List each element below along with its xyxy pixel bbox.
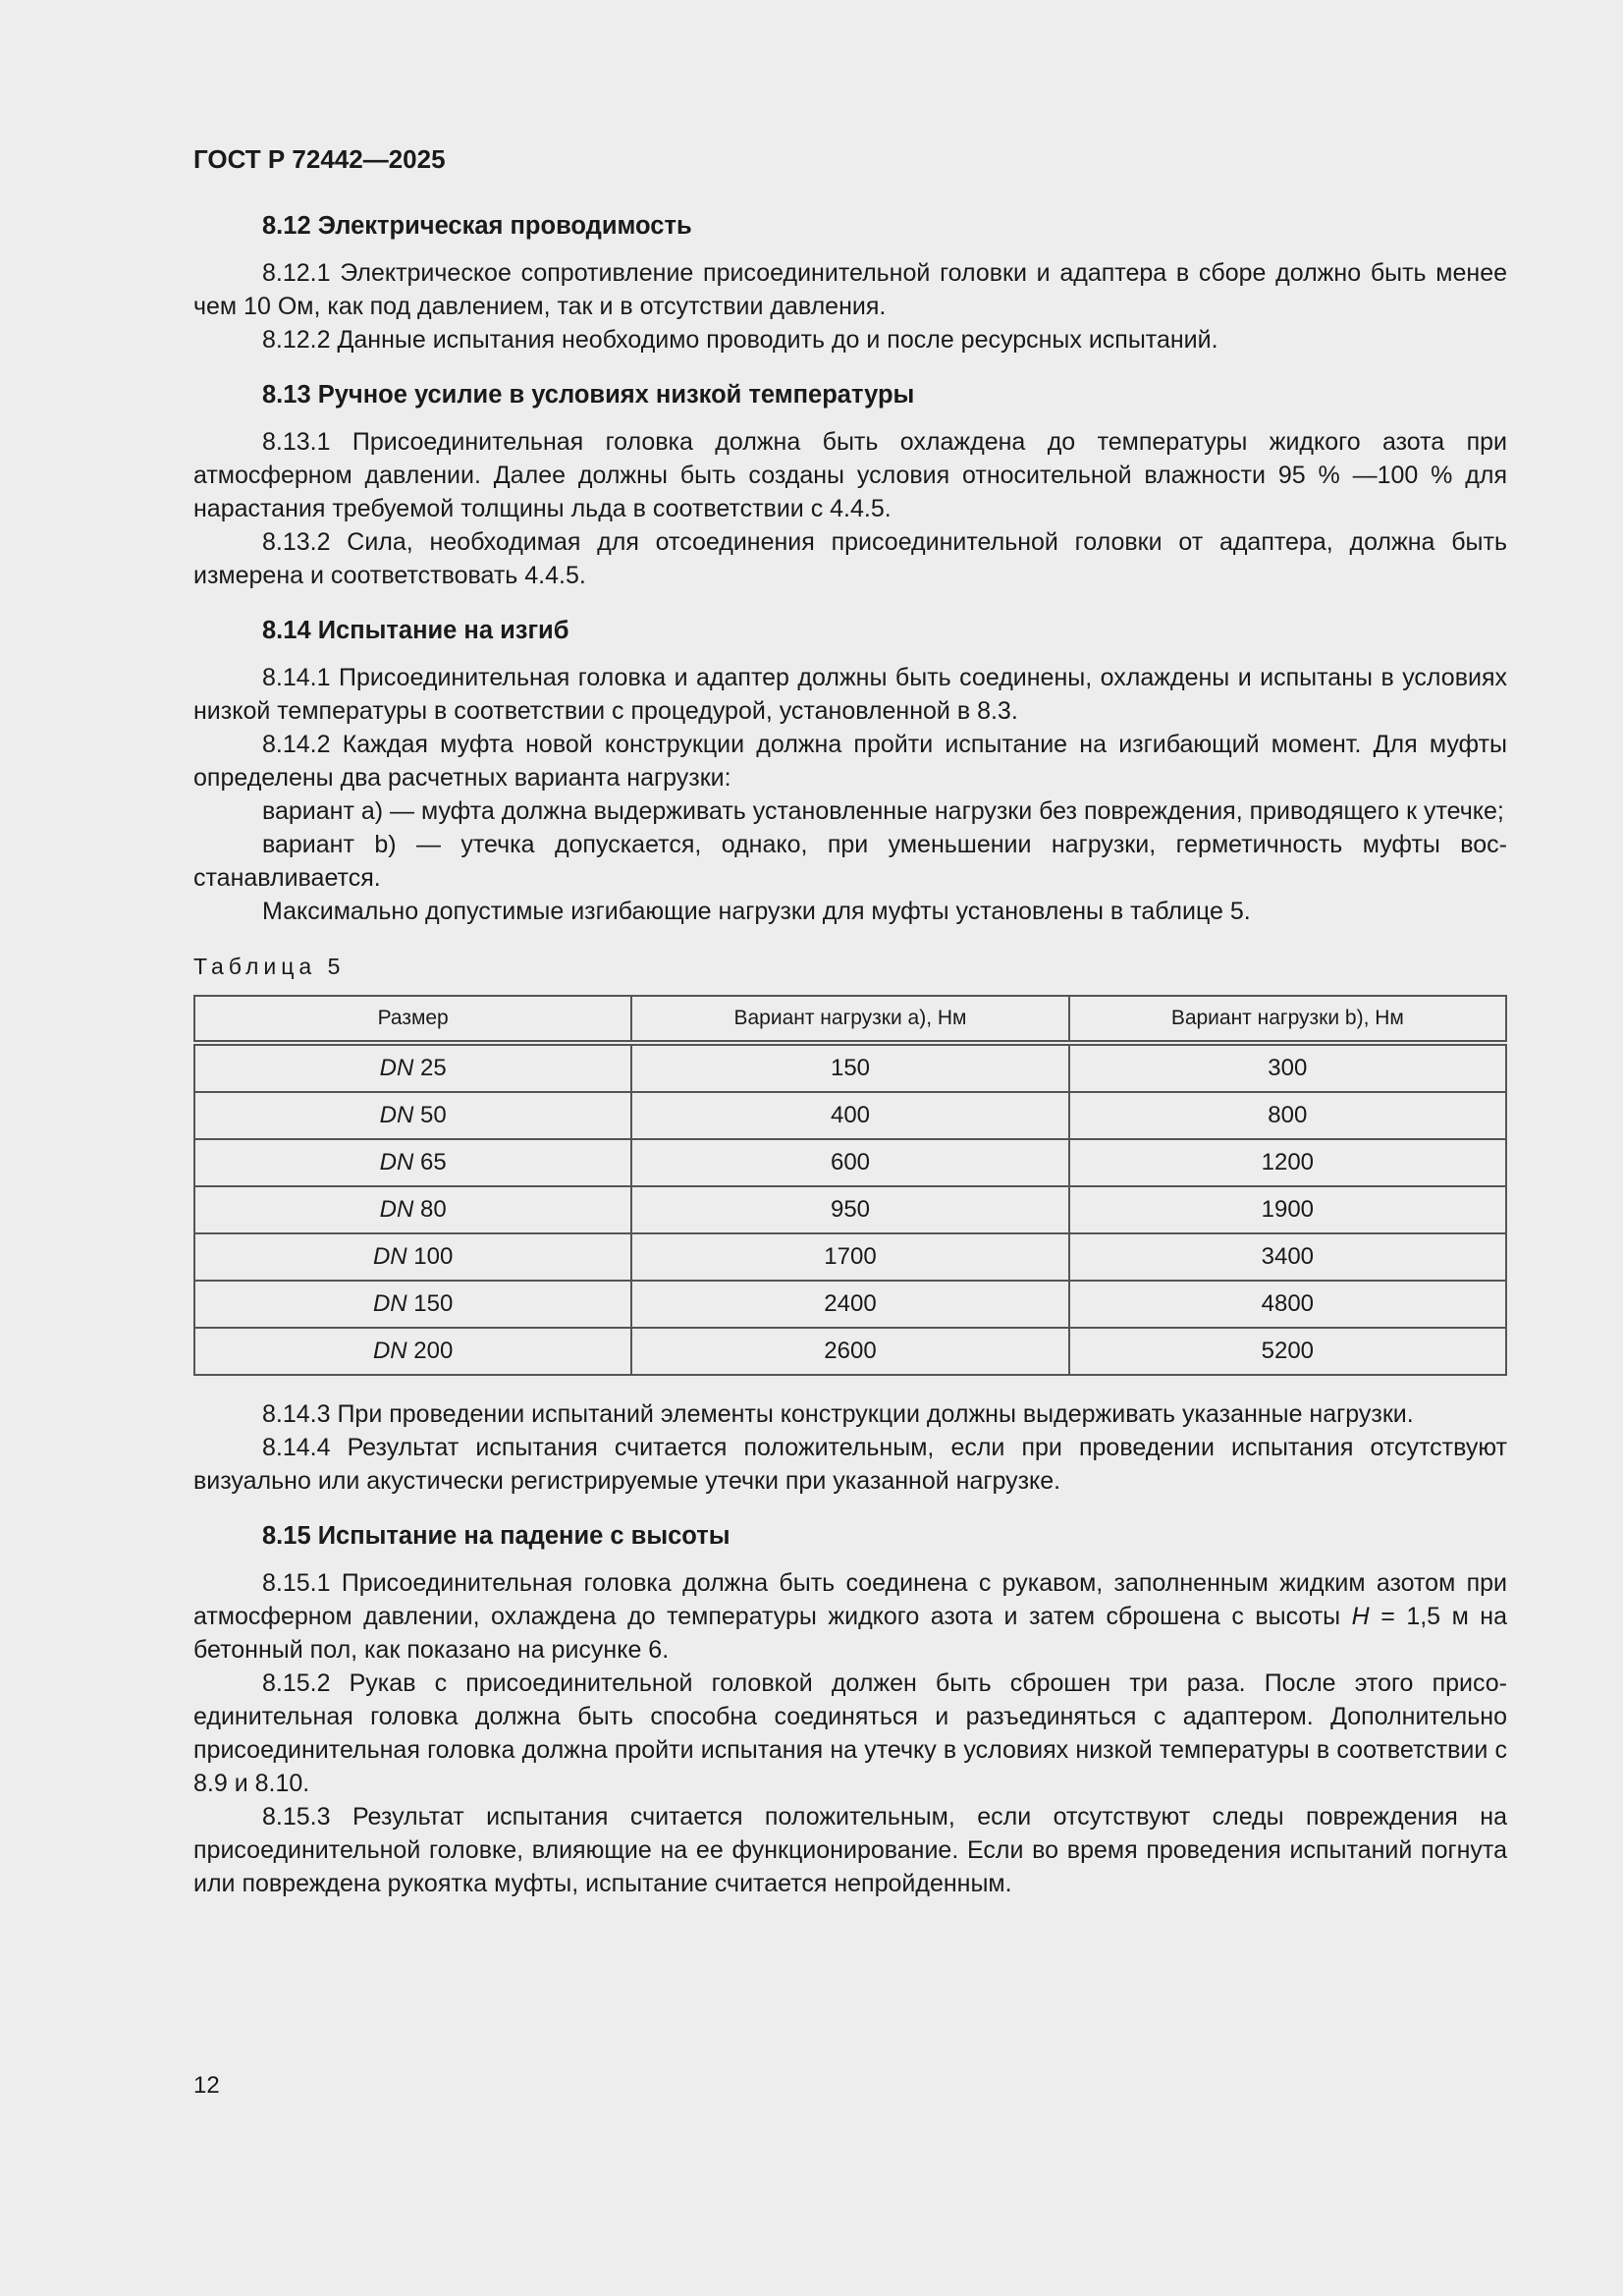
- size-value: 50: [413, 1102, 447, 1128]
- table-row: [194, 1092, 1506, 1139]
- size-cell: [194, 1328, 631, 1375]
- variant-b-cell: 300: [1069, 1043, 1506, 1092]
- section-heading: 8.15 Испытание на падение с высоты: [262, 1522, 730, 1550]
- page-content: [193, 142, 1507, 1922]
- paragraph: 8.12.1 Электрическое сопротивление присоединительной головки и адаптера в сборе должно быть менее чем 10 Ом, как под давлением, так и в отсутствии давления.: [193, 259, 1507, 320]
- standard-designation: ГОСТ Р 72442—2025: [193, 144, 446, 174]
- paragraph: вариант b) — утечка допускается, однако, при уменьшении нагрузки, герметичность муфты восстанавливается.: [193, 831, 1507, 892]
- section-8-12: [193, 209, 1507, 356]
- size-value: 100: [406, 1243, 454, 1270]
- paragraph: 8.14.2 Каждая муфта новой конструкции должна пройти испытание на изгибающий момент. Для муфты определены два расчетных варианта нагрузки:: [193, 731, 1507, 792]
- page-number: 12: [193, 2072, 220, 2099]
- section-heading: 8.12 Электрическая проводимость: [262, 212, 692, 240]
- size-cell: [194, 1281, 631, 1328]
- table-caption: Таблица 5: [193, 954, 346, 979]
- paragraph: 8.13.1 Присоединительная головка должна быть охлаждена до температуры жидкого азота при атмосферном давлении. Далее должны быть созданы условия относительной влажности 95 % —100 % для нарастания требуемой толщины льда в соответствии с 4.4.5.: [193, 428, 1507, 522]
- variant-a-cell: 1700: [631, 1233, 1068, 1281]
- size-value: 150: [406, 1290, 454, 1317]
- size-value: 25: [413, 1055, 447, 1081]
- variant-b-cell: 3400: [1069, 1233, 1506, 1281]
- table-row: [194, 1043, 1506, 1092]
- variant-a-cell: 600: [631, 1139, 1068, 1186]
- paragraph: 8.14.4 Результат испытания считается положительным, если при проведении испытания отсутствуют визуально или акустически регистрируемые утечки при указанной нагрузке.: [193, 1434, 1507, 1495]
- section-heading: 8.14 Испытание на изгиб: [262, 617, 569, 644]
- dn-prefix: DN: [379, 1055, 414, 1081]
- variant-a-cell: 150: [631, 1043, 1068, 1092]
- paragraph: Максимально допустимые изгибающие нагрузки для муфты установлены в таблице 5.: [262, 898, 1251, 925]
- size-value: 80: [413, 1196, 447, 1223]
- size-cell: [194, 1139, 631, 1186]
- text-run: 8.15.1 Присоединительная головка должна быть соединена с рукавом, заполненным жидким азотом при атмосферном давлении, охлаждена до температуры жидкого азота и затем сброшена с высоты: [193, 1569, 1507, 1630]
- paragraph: [193, 1566, 1507, 1667]
- variant-b-cell: 800: [1069, 1092, 1506, 1139]
- dn-prefix: DN: [372, 1243, 407, 1270]
- size-cell: [194, 1186, 631, 1233]
- size-cell: [194, 1092, 631, 1139]
- variant-a-cell: 2400: [631, 1281, 1068, 1328]
- size-value: 65: [413, 1149, 447, 1175]
- paragraph: 8.15.2 Рукав с присоединительной головкой должен быть сброшен три раза. После этого присоединительная головка должна быть способна соединяться и разъединяться с адаптером. Дополнительно присоединительная головка должна пройти испытания на утечку в условиях низкой температуры в соответствии с 8.9 и 8.10.: [193, 1669, 1507, 1797]
- paragraph: 8.15.3 Результат испытания считается положительным, если отсутствуют следы повреждения на присоединительной головке, влияющие на ее функционирование. Если во время проведения испытаний погнута или повреждена рукоятка муфты, испытание считается непройденным.: [193, 1803, 1507, 1897]
- table-row: [194, 1328, 1506, 1375]
- load-table: [193, 995, 1507, 1376]
- section-8-14: [193, 614, 1507, 928]
- table-row: [194, 1186, 1506, 1233]
- variant-b-cell: 4800: [1069, 1281, 1506, 1328]
- dn-prefix: DN: [372, 1338, 407, 1364]
- dn-prefix: DN: [379, 1196, 414, 1223]
- variant-b-cell: 1900: [1069, 1186, 1506, 1233]
- variable-h: H: [1351, 1603, 1370, 1630]
- paragraph: вариант a) — муфта должна выдерживать установленные нагрузки без повреждения, приводящего к утечке;: [262, 797, 1504, 825]
- after-table-paragraphs: [193, 1397, 1507, 1498]
- variant-b-cell: 5200: [1069, 1328, 1506, 1375]
- section-heading: 8.13 Ручное усилие в условиях низкой температуры: [262, 381, 915, 409]
- section-8-13: [193, 378, 1507, 592]
- table-row: [194, 1233, 1506, 1281]
- size-cell: [194, 1233, 631, 1281]
- paragraph: 8.12.2 Данные испытания необходимо проводить до и после ресурсных испытаний.: [262, 326, 1218, 354]
- column-header-variant-b: Вариант нагрузки b), Нм: [1069, 996, 1506, 1043]
- table-row: [194, 1139, 1506, 1186]
- variant-b-cell: 1200: [1069, 1139, 1506, 1186]
- variant-a-cell: 2600: [631, 1328, 1068, 1375]
- table-row: [194, 1281, 1506, 1328]
- size-value: 200: [406, 1338, 454, 1364]
- column-header-size: Размер: [194, 996, 631, 1043]
- paragraph: 8.13.2 Сила, необходимая для отсоединения присоединительной головки от адаптера, должна быть измерена и соответствовать 4.4.5.: [193, 528, 1507, 589]
- column-header-variant-a: Вариант нагрузки a), Нм: [631, 996, 1068, 1043]
- paragraph: 8.14.3 При проведении испытаний элементы конструкции должны выдерживать указанные нагрузки.: [262, 1400, 1414, 1428]
- section-8-15: [193, 1519, 1507, 1900]
- text-run: = 1,5 м на бетонный пол, как показано на рисунке 6.: [193, 1603, 1507, 1664]
- table-header-row: [194, 996, 1506, 1043]
- paragraph: 8.14.1 Присоединительная головка и адаптер должны быть соединены, охлаждены и испытаны в условиях низкой температуры в соответствии с процедурой, установленной в 8.3.: [193, 664, 1507, 725]
- dn-prefix: DN: [379, 1149, 414, 1175]
- dn-prefix: DN: [372, 1290, 407, 1317]
- variant-a-cell: 400: [631, 1092, 1068, 1139]
- dn-prefix: DN: [379, 1102, 414, 1128]
- variant-a-cell: 950: [631, 1186, 1068, 1233]
- size-cell: [194, 1043, 631, 1092]
